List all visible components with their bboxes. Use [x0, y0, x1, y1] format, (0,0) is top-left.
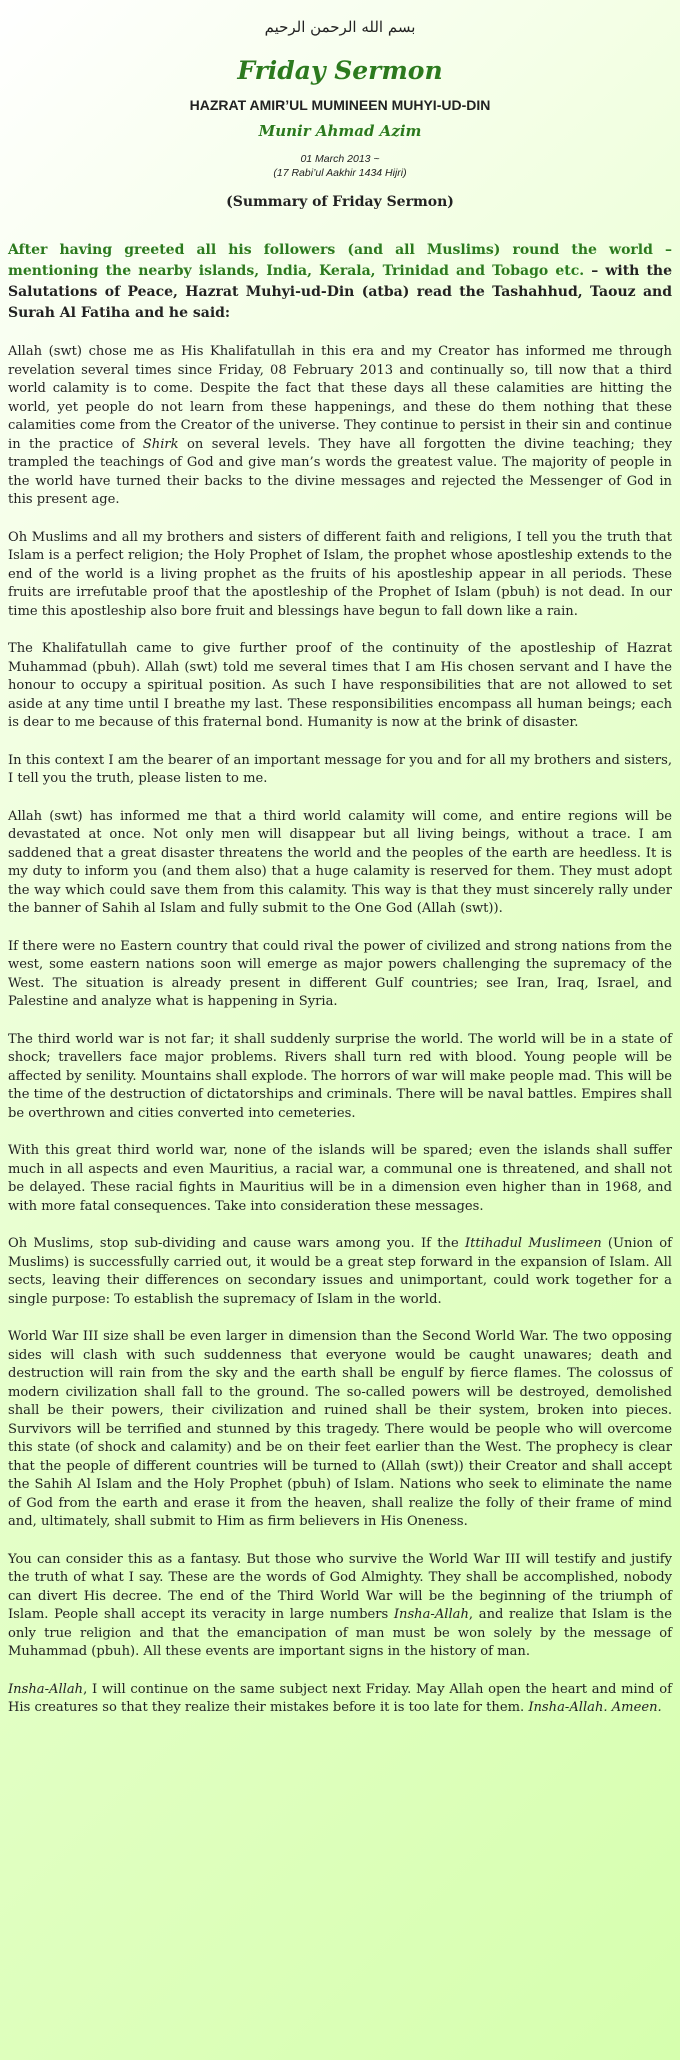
paragraph-11-text-a: You can consider this as a fantasy. But those who survive the World War III will testify and justify the truth of what I say. These are the words of God Almighty. They shall be accomplished, nobody can divert His decree. The end of the Third World War will be the beginning of the triumph of Islam. People shall accept its veracity in large numbers: [8, 1551, 672, 1622]
intro-text-1: After having greeted all his followers (and all Muslims) round the world –: [8, 242, 672, 258]
paragraph-12: [8, 1681, 672, 1718]
paragraph-11-text-c: , and realize that Islam is the only true religion and that the emancipation of man must be won solely by the message of Muhammad (pbuh). All these events are important signs in the history of man.: [8, 1607, 672, 1659]
paragraph-10: World War III size shall be even larger in dimension than the Second World War. The two opposing sides will clash with such suddenness that everyone would be caught unawares; death and destruction will rain from the sky and the earth shall be engulf by fierce flames. The colossus of modern civilization shall fall to the ground. The so-called powers will be destroyed, demolished shall be their powers, their civilization and ruined shall be their system, broken into pieces. Survivors will be terrified and stunned by this tragedy. There would be people who will overcome this state (of shock and calamity) and be on their feet earlier than the West. The prophecy is clear that the people of different countries will be turned to (Allah (swt)) their Creator and shall accept the Sahih Al Islam and the Holy Prophet (pbuh) of Islam. Nations who seek to eliminate the name of God from the earth and erase it from the heaven, shall realize the folly of their frame of mind and, ultimately, shall submit to Him as firm believers in His Oneness.: [8, 1329, 672, 1529]
paragraph-9-text-c: (Union of Muslims) is successfully carried out, it would be a great step forward in the expansion of Islam. All sects, leaving their differences on secondary issues and unimportant, could work together for a single purpose: To establish the supremacy of Islam in the world.: [8, 1236, 672, 1307]
paragraph-1: [8, 343, 672, 510]
paragraph-2: Oh Muslims and all my brothers and sisters of different faith and religions, I tell you the truth that Islam is a perfect religion; the Holy Prophet of Islam, the prophet whose apostleship extends to the end of the world is a living prophet as the fruits of his apostleship appear in all periods. These fruits are irrefutable proof that the apostleship of the Prophet of Islam (pbuh) is not dead. In our time this apostleship also bore fruit and blessings have begun to fall down like a rain.: [8, 529, 672, 619]
paragraph-1-italic: Shirk: [142, 436, 179, 452]
bismillah-heading: بسم الله الرحمن الرحيم: [264, 18, 416, 36]
paragraph-3: The Khalifatullah came to give further proof of the continuity of the apostleship of Hazrat Muhammad (pbuh). Allah (swt) told me several times that I am His chosen servant and I have the honour to occupy a spiritual position. As such I have responsibilities that are not allowed to set aside at any time until I breathe my last. These responsibilities encompass all human beings; each is dear to me because of this fraternal bond. Humanity is now at the brink of disaster.: [8, 641, 672, 730]
paragraph-11: [8, 1551, 672, 1662]
paragraph-6: If there were no Eastern country that could rival the power of civilized and strong nations from the west, some eastern nations soon will emerge as major powers challenging the supremacy of the West. The situation is already present in different Gulf countries; see Iran, Iraq, Israel, and Palestine and analyze what is happening in Syria.: [8, 938, 672, 1009]
author-heading: HAZRAT AMIR’UL MUMINEEN MUHYI-UD-DIN: [189, 97, 491, 113]
paragraph-7: The third world war is not far; it shall suddenly surprise the world. The world will be in a state of shock; travellers face major problems. Rivers shall turn red with blood. Young people will be affected by senility. Mountains shall explode. The horrors of war will make people mad. This will be the time of the destruction of dictatorships and criminals. There will be naval battles. Empires shall be overthrown and cities converted into cemeteries.: [8, 1031, 673, 1121]
paragraph-4: In this context I am the bearer of an important message for you and for all my brothers and sisters, I tell you the truth, please listen to me.: [8, 752, 672, 786]
paragraph-12-italic-c: Insha-Allah. Ameen.: [528, 1700, 662, 1715]
summary-heading: (Summary of Friday Sermon): [226, 194, 454, 210]
paragraph-1-text-c: on several levels. They have all forgotten the divine teaching; they trampled the teachings of God and give man’s words the greatest value. The majority of people in the world have turned their backs to the divine messages and rejected the Messenger of God in this present age.: [8, 436, 672, 507]
paragraph-11-italic: Insha-Allah: [393, 1607, 469, 1622]
paragraph-8: With this great third world war, none of the islands will be spared; even the islands shall suffer much in all aspects and even Mauritius, a racial war, a communal one is threatened, and shall not be delayed. These racial fights in Mauritius will be in a dimension even higher than in 1968, and with more fatal consequences. Take into consideration these messages.: [8, 1143, 672, 1214]
paragraph-9: [8, 1235, 672, 1309]
paragraph-5: Allah (swt) has informed me that a third world calamity will come, and entire regions will be devastated at once. Not only men will disappear but all living beings, without a trace. I am saddened that a great disaster threatens the world and the peoples of the earth are heedless. It is my duty to inform you (and them also) that a huge calamity is reserved for them. They must adopt the way which could save them from this calamity. This way is that they must sincerely rally under the banner of Sahih al Islam and fully submit to the One God (Allah (swt)).: [8, 808, 672, 916]
date-line: 01 March 2013 ~: [300, 153, 380, 165]
paragraph-12-text-b: , I will continue on the same subject next Friday. May Allah open the heart and mind of His creatures so that they realize their mistakes before it is too late for them.: [8, 1681, 672, 1715]
intro-paragraph: [8, 240, 672, 324]
intro-text-2: mentioning the nearby islands, India, Kerala, Trinidad and Tobago etc.: [8, 263, 585, 279]
paragraph-1-text-a: Allah (swt) chose me as His Khalifatullah in this era and my Creator has informed me through revelation several times since Friday, 08 February 2013 and continually so, till now that a third world calamity is to come. Despite the fact that these days all these calamities are hitting the world, yet people do not learn from these happenings, and these do them nothing that these calamities come from the Creator of the universe. They continue to persist in their sin and continue in the practice of: [8, 344, 672, 452]
translator-name: Munir Ahmad Azim: [258, 122, 422, 140]
paragraph-12-italic-a: Insha-Allah: [8, 1681, 84, 1697]
hijri-date-line: (17 Rabi’ul Aakhir 1434 Hijri): [273, 167, 407, 179]
intro-text-3: – with the Salutations of Peace, Hazrat Muhyi-ud-Din (atba) read the Tashahhud, Taouz and Surah Al Fatiha and he said:: [8, 263, 672, 321]
page-title: Friday Sermon: [237, 56, 443, 85]
paragraph-9-text-a: Oh Muslims, stop sub-dividing and cause wars among you. If the: [8, 1236, 465, 1251]
paragraph-9-italic: Ittihadul Muslimeen: [464, 1236, 602, 1251]
